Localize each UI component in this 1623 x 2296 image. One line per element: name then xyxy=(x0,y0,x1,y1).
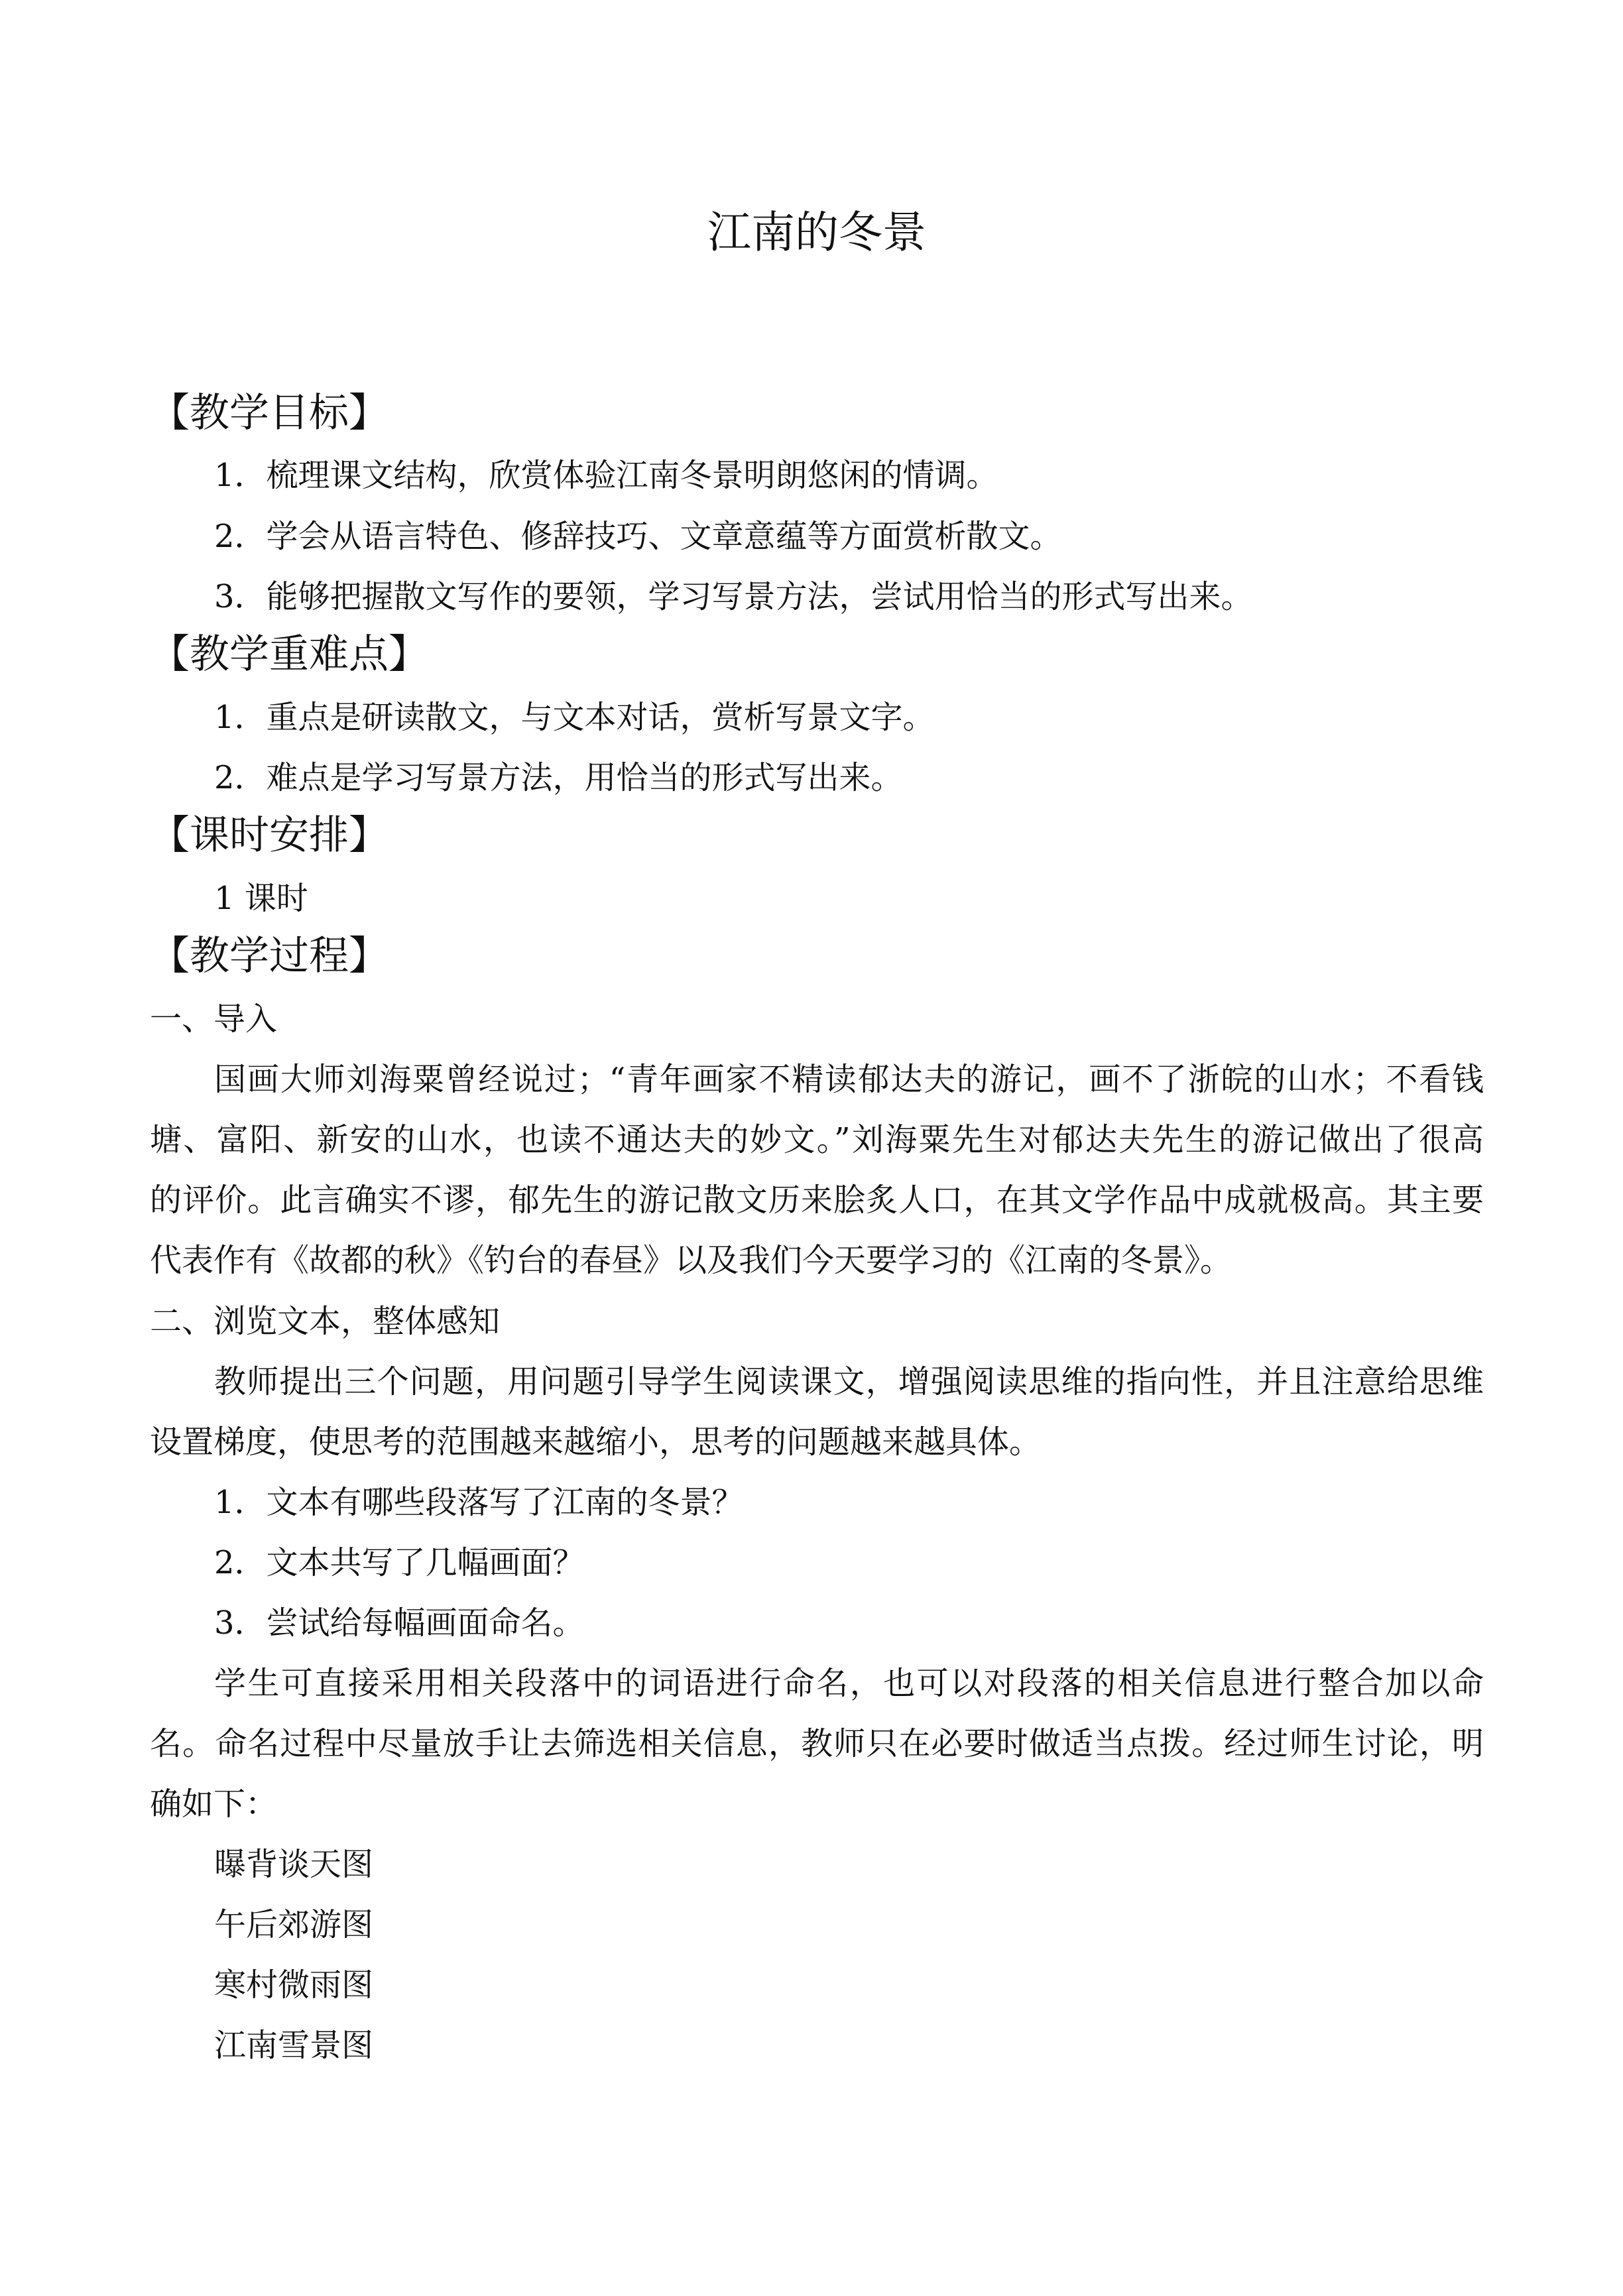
answer-paragraph-line: 学生可直接采用相关段落中的词语进行命名，也可以对段落的相关信息进行整合加以命 xyxy=(214,1665,1484,1702)
heading-schedule: 【课时安排】 xyxy=(150,812,389,859)
picture-name: 曝背谈天图 xyxy=(214,1846,374,1883)
picture-name: 寒村微雨图 xyxy=(214,1966,374,2004)
objective-item-2: 2．学会从语言特色、修辞技巧、文章意蕴等方面赏析散文。 xyxy=(214,518,1062,555)
answer-paragraph-line: 确如下： xyxy=(150,1785,278,1823)
question-item-3: 3．尝试给每幅画面命名。 xyxy=(214,1604,585,1642)
part2-title: 二、浏览文本，整体感知 xyxy=(150,1303,501,1340)
part1-title: 一、导入 xyxy=(150,1000,278,1038)
objective-item-1: 1．梳理课文结构，欣赏体验江南冬景明朗悠闲的情调。 xyxy=(214,457,998,494)
key-point-item-2: 2．难点是学习写景方法，用恰当的形式写出来。 xyxy=(214,759,903,796)
key-point-item-1: 1．重点是研读散文，与文本对话，赏析写景文字。 xyxy=(214,699,935,736)
heading-objectives: 【教学目标】 xyxy=(150,390,389,436)
part1-paragraph-line: 代表作有《故都的秋》《钓台的春昼》以及我们今天要学习的《江南的冬景》。 xyxy=(150,1242,1232,1279)
heading-process: 【教学过程】 xyxy=(150,933,389,979)
part2-intro-line: 设置梯度，使思考的范围越来越缩小，思考的问题越来越具体。 xyxy=(150,1423,1042,1461)
question-item-2: 2．文本共写了几幅画面？ xyxy=(214,1544,585,1581)
part1-paragraph-line: 的评价。此言确实不谬，郁先生的游记散文历来脍炙人口，在其文学作品中成就极高。其主要 xyxy=(150,1181,1484,1219)
part1-paragraph-line: 塘、富阳、新安的山水，也读不通达夫的妙文。”刘海粟先生对郁达夫先生的游记做出了很高 xyxy=(150,1121,1484,1158)
answer-paragraph-line: 名。命名过程中尽量放手让去筛选相关信息，教师只在必要时做适当点拨。经过师生讨论，明 xyxy=(150,1725,1484,1762)
part1-paragraph-line: 国画大师刘海粟曾经说过；“青年画家不精读郁达夫的游记，画不了浙皖的山水；不看钱 xyxy=(214,1061,1484,1098)
objective-item-3: 3．能够把握散文写作的要领，学习写景方法，尝试用恰当的形式写出来。 xyxy=(214,578,1253,615)
picture-name: 江南雪景图 xyxy=(214,2027,374,2064)
picture-name: 午后郊游图 xyxy=(214,1906,374,1943)
question-item-1: 1．文本有哪些段落写了江南的冬景？ xyxy=(214,1484,744,1521)
schedule-text: 1 课时 xyxy=(214,880,308,917)
heading-key-points: 【教学重难点】 xyxy=(150,631,428,678)
part2-intro-line: 教师提出三个问题，用问题引导学生阅读课文，增强阅读思维的指向性，并且注意给思维 xyxy=(214,1363,1484,1400)
page-title: 江南的冬景 xyxy=(707,207,926,258)
